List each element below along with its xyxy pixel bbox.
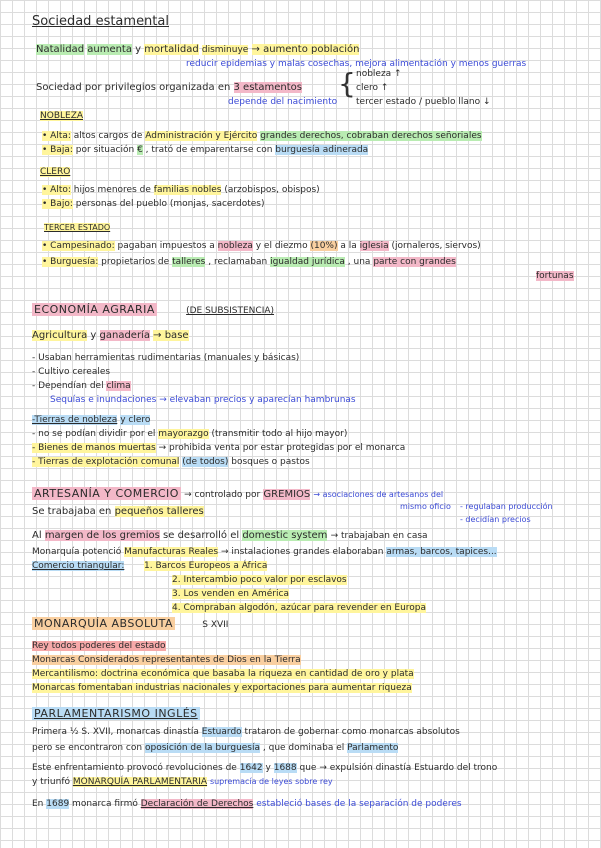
parl-line-5: [32, 798, 462, 810]
aumento-poblacion-text: → aumento población: [251, 44, 360, 55]
se-trabajaba-text: Se trabajaba en: [32, 506, 112, 517]
trataron-text: trataron de gobernar como monarcas absolutos: [244, 727, 460, 737]
mortalidad-text: mortalidad: [144, 44, 199, 55]
nobleza-heading: [40, 110, 83, 122]
propietarios-text: propietarios de: [101, 257, 170, 267]
en-casa-text: → trabajaban en casa: [330, 531, 428, 541]
tierras-3: [32, 456, 310, 468]
natalidad-text: Natalidad: [36, 44, 85, 55]
brace-icon: {: [338, 67, 356, 100]
manufacturas-line: [32, 546, 497, 558]
parl-line-4: [32, 776, 333, 788]
clero-bajo: [42, 198, 264, 210]
tierras-2: [32, 442, 405, 454]
privilegios-text: Sociedad por privilegios organizada en: [36, 82, 231, 93]
clero-heading-text: CLERO: [40, 167, 71, 177]
bajo-label: • Bajo:: [42, 199, 73, 209]
pagaban-text: pagaban impuestos a: [117, 241, 215, 251]
clima-text: clima: [106, 381, 131, 391]
tierras-nobleza-text: -Tierras de nobleza: [32, 415, 118, 425]
prohibida-text: → prohibida venta por estar protegidas por el monarca: [158, 443, 406, 453]
diezmo-text: y el diezmo: [255, 241, 308, 251]
admin-text: Administración y Ejército: [145, 131, 258, 141]
eco-item-2: - Cultivo cereales: [32, 367, 111, 377]
eco-item-1: - Usaban herramientas rudimentarias (manuales y básicas): [32, 353, 300, 363]
manufacturas-text: Manufacturas Reales: [124, 547, 219, 557]
arzobispos-text: (arzobispos, obispos): [224, 185, 320, 195]
disminuye-text: disminuye: [201, 45, 249, 55]
decidian: - decidían precios: [460, 515, 531, 524]
tercer-heading: [44, 222, 110, 234]
derechos-text: grandes derechos, cobraban derechos señoriales: [260, 131, 482, 141]
monarquia-line-3-text: Mercantilismo: doctrina económica que basaba la riqueza en cantidad de oro y plata: [32, 669, 414, 679]
parl-line-3: [32, 762, 497, 774]
supremacia-text: supremacía de leyes sobre rey: [209, 777, 333, 786]
grandes-text: parte con grandes: [373, 257, 456, 267]
alto-label: • Alto:: [42, 185, 71, 195]
economia-heading-text: ECONOMÍA AGRARIA: [34, 303, 155, 316]
euro-text: €: [137, 145, 143, 155]
parlamentarismo-heading-text: PARLAMENTARISMO INGLÉS: [34, 707, 198, 720]
dominaba-text: , que dominaba el: [262, 743, 345, 753]
ganaderia-text: ganadería: [99, 330, 150, 341]
monarquia-heading-text: MONARQUÍA ABSOLUTA: [34, 617, 174, 630]
page-title: [32, 16, 169, 28]
baja-text: por situación: [75, 145, 135, 155]
clero-text: y clero: [120, 415, 151, 425]
bosques-text: bosques o pastos: [231, 457, 310, 467]
clero-alto: [42, 184, 320, 196]
tercer-burguesia: [42, 256, 456, 268]
base-text: → base: [153, 330, 189, 341]
tercer-campesinado: [42, 240, 481, 252]
campesinado-label: • Campesinado:: [42, 241, 115, 251]
parl-line-1: [32, 726, 460, 738]
and-text: y: [135, 44, 142, 55]
year-1688-text: 1688: [273, 763, 297, 773]
estuardo-text: Estuardo: [201, 727, 242, 737]
natalidad-reason: reducir epidemias y malas cosechas, mejora alimentación y menos guerras: [186, 59, 527, 69]
parlamentarismo-heading: [32, 708, 200, 721]
comercio-triangular-text: Comercio triangular:: [32, 561, 125, 571]
nacimiento-line: [228, 96, 337, 108]
comercio-step-4: [172, 602, 426, 614]
mayorazgo-text: mayorazgo: [158, 429, 209, 439]
parl-line-2: [32, 742, 398, 754]
tierras-1: [32, 428, 347, 440]
no-dividir-text: - no se podían dividir por el: [32, 429, 156, 439]
tierras-line: [32, 414, 150, 426]
iglesia-text: iglesia: [359, 241, 389, 251]
comercio-step-1: [144, 560, 267, 572]
aumenta-text: aumenta: [87, 44, 132, 55]
estamento-1: nobleza ↑: [356, 69, 402, 79]
expulsion-text: que → expulsión dinastía Estuardo del trono: [299, 763, 498, 773]
nobleza-baja: [42, 144, 368, 156]
nacimiento-text: nacimiento: [286, 97, 338, 107]
alto-text: hijos menores de: [73, 185, 151, 195]
enfrentamiento-text: Este enfrentamiento provocó revoluciones de: [32, 763, 237, 773]
nobleza-heading-text: NOBLEZA: [40, 111, 84, 121]
alta-text: altos cargos de: [73, 131, 143, 141]
parlamento-text: Parlamento: [347, 743, 399, 753]
potencio-text: Monarquía potenció: [32, 547, 122, 557]
step-4-text: 4. Compraban algodón, azúcar para revender en Europa: [172, 603, 427, 613]
separacion-text: estableció bases de la separación de poderes: [256, 799, 462, 809]
fortunas-text: fortunas: [536, 271, 574, 281]
bienes-text: - Bienes de manos muertas: [32, 443, 156, 453]
margen-text: margen de los gremios: [44, 530, 160, 541]
pero-text: pero se encontraron con: [32, 743, 143, 753]
monarquia-parlamentaria-text: MONARQUÍA PARLAMENTARIA: [72, 777, 208, 787]
artesania-heading: [32, 488, 443, 501]
talleres-line: [32, 506, 204, 518]
baja-label: • Baja:: [42, 145, 73, 155]
transmitir-text: (transmitir todo al hijo mayor): [211, 429, 348, 439]
y-1688-joiner: y: [265, 763, 271, 773]
dependian-text: - Dependían del: [32, 381, 104, 391]
alta-label: • Alta:: [42, 131, 71, 141]
armas-text: armas, barcos, tapices...: [386, 547, 497, 557]
clima-note: Sequías e inundaciones → elevaban precios y aparecían hambrunas: [50, 395, 356, 405]
agricultura-text: Agricultura: [32, 330, 88, 341]
burguesia-label: • Burguesía:: [42, 257, 99, 267]
step-2-text: 2. Intercambio poco valor por esclavos: [172, 575, 347, 585]
en-text: En: [32, 799, 44, 809]
bajo-text: personas del pueblo (monjas, sacerdotes): [75, 199, 265, 209]
familias-text: familias nobles: [153, 185, 222, 195]
monarquia-line-3: [32, 668, 414, 680]
monarquia-line-1-text: Rey todos poderes del estado: [32, 641, 166, 651]
comercio-step-2: [172, 574, 347, 586]
eco-item-3: [32, 380, 131, 392]
monarquia-line-2: [32, 654, 301, 666]
clero-heading: [40, 166, 70, 178]
regulaban: - regulaban producción: [460, 502, 553, 511]
mismo-oficio: mismo oficio: [400, 502, 451, 511]
jornaleros-text: (jornaleros, siervos): [391, 241, 481, 251]
talleres-text: talleres: [172, 257, 206, 267]
year-1642-text: 1642: [239, 763, 263, 773]
fortunas-line: [536, 270, 574, 282]
margen-line: [32, 530, 428, 542]
estamentos-text: 3 estamentos: [233, 82, 302, 93]
subsistencia-text: (DE SUBSISTENCIA): [186, 306, 275, 316]
controlado-text: → controlado por: [184, 490, 261, 500]
monarquia-line-4: [32, 682, 412, 694]
igualdad-text: igualdad jurídica: [270, 257, 345, 267]
triunfo-text: y triunfó: [32, 777, 70, 787]
diez-pct-text: (10%): [310, 241, 338, 251]
pequenos-talleres-text: pequeños talleres: [114, 506, 204, 517]
siglo-text: S XVII: [202, 620, 229, 630]
gremios-text: GREMIOS: [263, 489, 311, 500]
primera-text: Primera ½ S. XVII, monarcas dinastía: [32, 727, 199, 737]
firmo-text: monarca firmó: [72, 799, 138, 809]
estamento-2: clero ↑: [356, 83, 389, 93]
nobleza-alta: [42, 130, 482, 142]
desarrollo-text: se desarrolló el: [163, 530, 240, 541]
tercer-heading-text: TERCER ESTADO: [44, 223, 111, 232]
burguesia-text: burguesía adinerada: [275, 145, 369, 155]
artesania-heading-text: ARTESANÍA Y COMERCIO: [34, 487, 179, 500]
comercio-line: [32, 560, 124, 572]
step-3-text: 3. Los venden en América: [172, 589, 289, 599]
nobleza-text: nobleza: [217, 241, 253, 251]
reclamaban-text: , reclamaban: [208, 257, 268, 267]
comunal-text: - Tierras de explotación comunal: [32, 457, 180, 467]
natalidad-line: [36, 44, 359, 56]
emparentarse-text: , trató de emparentarse con: [145, 145, 273, 155]
monarquia-heading: [32, 618, 228, 631]
una-text: , una: [347, 257, 371, 267]
monarquia-line-1: [32, 640, 166, 652]
step-1-text: 1. Barcos Europeos a África: [144, 561, 268, 571]
ala-text: a la: [340, 241, 357, 251]
estamento-3: tercer estado / pueblo llano ↓: [356, 97, 491, 107]
y-text: y: [90, 330, 97, 341]
depende-text: depende del: [228, 97, 285, 107]
instalaciones-text: → instalaciones grandes elaboraban: [220, 547, 384, 557]
comercio-step-3: [172, 588, 289, 600]
asociaciones-text: → asociaciones de artesanos del: [313, 490, 444, 499]
declaracion-text: Declaración de Derechos: [140, 799, 254, 809]
al-text: Al: [32, 530, 42, 541]
title-text: Sociedad estamental: [32, 14, 169, 29]
monarquia-line-2-text: Monarcas Considerados representantes de Dios en la Tierra: [32, 655, 301, 665]
year-1689-text: 1689: [46, 799, 70, 809]
domestic-text: domestic system: [242, 530, 328, 541]
de-todos-text: (de todos): [182, 457, 229, 467]
privilegios-line: [36, 82, 302, 94]
oposicion-text: oposición de la burguesía: [144, 743, 261, 753]
agricultura-line: [32, 330, 189, 342]
monarquia-line-4-text: Monarcas fomentaban industrias nacionales y exportaciones para aumentar riqueza: [32, 683, 412, 693]
economia-heading: [32, 304, 274, 317]
